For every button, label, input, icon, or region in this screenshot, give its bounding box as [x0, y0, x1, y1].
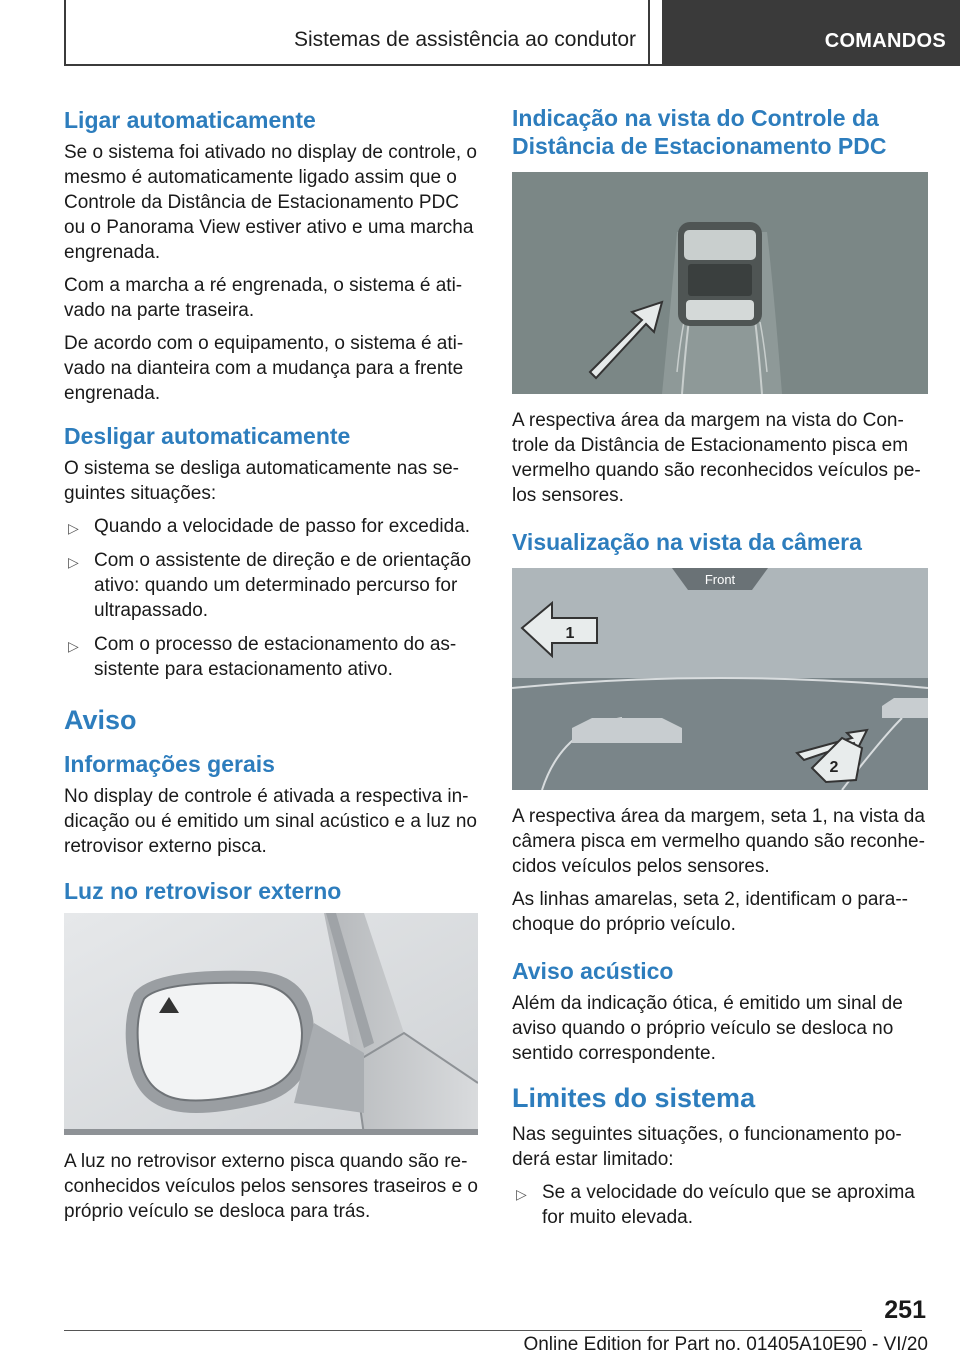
mirror-illustration: [64, 913, 478, 1135]
paragraph-luz-retrovisor: A luz no retrovisor externo pisca quando são re-conhecidos veículos pelos sensores traseiros e o próprio veículo se desloca para trás.: [64, 1151, 479, 1222]
paragraph-auto-off: O sistema se desliga automaticamente nas se-guintes situações:: [64, 458, 459, 504]
heading-camera-view: Visualização na vista da câmera: [512, 529, 862, 555]
heading-aviso-acustico: Aviso acústico: [512, 958, 674, 984]
header-rule: [64, 64, 960, 66]
list-item: ▷ Quando a velocidade de passo for excedida.: [64, 514, 478, 539]
camera-arrow-2-label: 2: [829, 759, 839, 776]
pdc-view-illustration: [512, 172, 928, 394]
paragraph-auto-on-3: De acordo com o equipamento, o sistema é ati-vado na dianteira com a mudança para a frente engrenada.: [64, 333, 464, 404]
paragraph-pdc-view: A respectiva área da margem na vista do Con-trole da Distância de Estacionamento pisca em vermelho quando são reconhecidos veículos pe-los sensores.: [512, 410, 921, 506]
paragraph-aviso-acustico: Além da indicação ótica, é emitido um sinal de aviso quando o próprio veículo se desloca no sentido correspondente.: [512, 993, 903, 1064]
footer-edition: Online Edition for Part no. 01405A10E90 - VI/20: [523, 1334, 928, 1355]
heading-pdc-view: Indicação na vista do Controle da Distância de Estacionamento PDC: [512, 105, 887, 159]
triangle-bullet-icon: ▷: [68, 554, 79, 570]
list-item: ▷ Se a velocidade do veículo que se aproxima for muito elevada.: [516, 1182, 915, 1228]
header-section-title: Sistemas de assistência ao condutor: [293, 28, 636, 51]
heading-auto-off: Desligar automaticamente: [64, 423, 351, 449]
page-number: 251: [884, 1296, 926, 1324]
bullet-list-auto-off: [64, 514, 478, 682]
paragraph-limites: Nas seguintes situações, o funcionamento po-derá estar limitado:: [512, 1124, 902, 1170]
heading-luz-retrovisor: Luz no retrovisor externo: [64, 878, 342, 904]
camera-view-illustration: [512, 568, 928, 790]
heading-aviso: Aviso: [64, 705, 137, 735]
camera-arrow-1-label: 1: [565, 625, 575, 642]
heading-limites: Limites do sistema: [512, 1083, 756, 1113]
left-column: [64, 100, 478, 1232]
header-tab-label: COMANDOS: [824, 30, 946, 52]
right-column: [512, 100, 928, 1239]
list-item: ▷ Com o assistente de direção e de orientação ativo: quando um determinado percurso for ultrapassado.: [68, 550, 472, 621]
heading-auto-on: Ligar automaticamente: [64, 107, 316, 133]
bullet-list-limites: [512, 1180, 928, 1230]
camera-front-label: Front: [704, 572, 736, 587]
header-tab: [662, 0, 960, 64]
paragraph-camera-1: A respectiva área da margem, seta 1, na vista da câmera pisca em vermelho quando são reconhe-cidos veículos pelos sensores.: [512, 806, 925, 877]
list-item: ▷ Com o processo de estacionamento do as-sistente para estacionamento ativo.: [68, 634, 457, 680]
paragraph-info-gerais: No display de controle é ativada a respectiva in-dicação ou é emitido um sinal acústico e a luz no retrovisor externo pisca.: [64, 786, 477, 857]
paragraph-auto-on-1: Se o sistema foi ativado no display de controle, o mesmo é automaticamente ligado assim que o Controle da Distância de Estacionamento PDC ou o Panorama View estiver ativo e uma marcha engrenada.: [64, 142, 477, 263]
header-middle-border: [648, 0, 650, 66]
triangle-bullet-icon: ▷: [68, 520, 79, 536]
heading-info-gerais: Informações gerais: [64, 751, 275, 777]
triangle-bullet-icon: ▷: [68, 638, 79, 654]
paragraph-auto-on-2: Com a marcha a ré engrenada, o sistema é ati-vado na parte traseira.: [64, 275, 463, 321]
paragraph-camera-2: As linhas amarelas, seta 2, identificam o para--choque do próprio veículo.: [512, 889, 909, 935]
triangle-bullet-icon: ▷: [516, 1186, 527, 1202]
footer-rule: [64, 1330, 862, 1331]
